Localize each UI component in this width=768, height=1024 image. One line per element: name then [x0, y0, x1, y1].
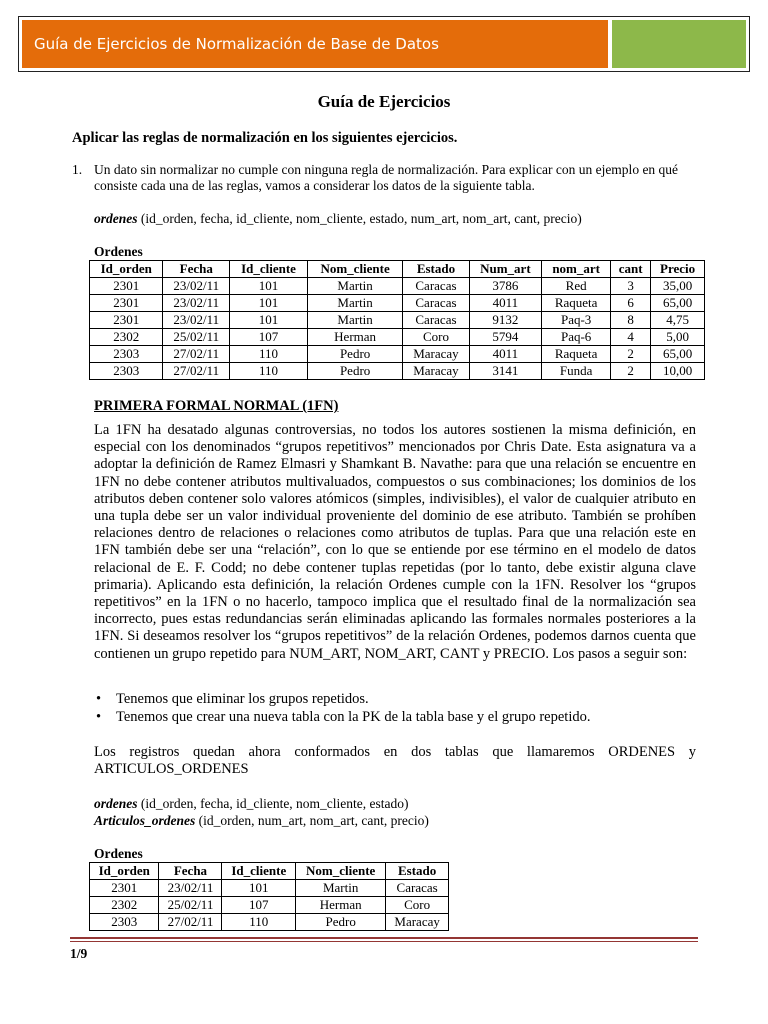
table-cell: Paq-3: [542, 312, 611, 329]
table-row: [90, 278, 705, 295]
table-cell: 5794: [469, 329, 542, 346]
footer-rule-thin: [70, 941, 698, 942]
table2-label: Ordenes: [94, 846, 143, 861]
column-header: Nom_cliente: [296, 863, 386, 880]
table-cell: Caracas: [403, 295, 469, 312]
table-cell: 6: [611, 295, 651, 312]
table-cell: Martin: [307, 295, 402, 312]
exercise-text: Un dato sin normalizar no cumple con ninguna regla de normalización. Para explicar con un ejemplo en qué consiste cada una de las reglas, vamos a considerar los datos de la siguiente tabla.: [94, 162, 679, 193]
column-header: Fecha: [159, 863, 222, 880]
page-number: 1/9: [70, 946, 88, 961]
table-row: [90, 312, 705, 329]
table-row: [90, 880, 449, 897]
table-cell: 65,00: [651, 346, 705, 363]
table-cell: 2303: [90, 914, 159, 931]
table-cell: Paq-6: [542, 329, 611, 346]
column-header: Nom_cliente: [307, 261, 402, 278]
table-cell: Herman: [296, 897, 386, 914]
table-row: [90, 897, 449, 914]
table-cell: 27/02/11: [163, 363, 230, 380]
column-header: Id_cliente: [222, 863, 296, 880]
table-cell: 101: [230, 295, 308, 312]
schema-attributes: (id_orden, fecha, id_cliente, nom_cliente, estado): [137, 796, 409, 811]
table-cell: 101: [230, 312, 308, 329]
table-row: [90, 914, 449, 931]
paragraph-1fn: La 1FN ha desatado algunas controversias, no todos los autores sostienen la misma definición, en especial con los denominados “grupos repetitivos” mencionados por Chris Date. Esta asignatura va a adoptar la definición de Ramez Elmasri y Shamkant B. Navathe: para que una relación se encuentre en 1FN no debe contener atributos multivaluados, compuestos o sus combinaciones; los dominios de los atributos deben contener solo valores atómicos (simples, indivisibles), el valor de cualquier atributo en una tupla debe ser un valor individual proveniente del dominio de ese atributo. También se prohíben relaciones dentro de relaciones o relaciones como atributos de tuplas. Para que una relación este en 1FN también debe ser una “relación”, con lo que se entiende por ese término en el modelo de datos relacional de E. F. Codd; no debe contener tuplas repetidas (por lo tanto, debe existir alguna clave primaria). Aplicando esta definición, la relación Ordenes cumple con la 1FN. Resolver los “grupos repetitivos” en la 1FN o no hacerlo, tampoco implica que el resultado final de la normalización sea incorrecto, pues estas redundancias serán eliminadas aplicando las formales normales posteriores a la 1FN. Si deseamos resolver los “grupos repetitivos” de la relación Ordenes, podemos darnos cuenta que contienen un grupo repetido para NUM_ART, NOM_ART, CANT y PRECIO. Los pasos a seguir son:: [94, 422, 696, 662]
table-cell: Pedro: [296, 914, 386, 931]
table-cell: Martin: [296, 880, 386, 897]
table-cell: Maracay: [386, 914, 449, 931]
table-cell: 2: [611, 363, 651, 380]
column-header: Fecha: [163, 261, 230, 278]
table-cell: Martin: [307, 312, 402, 329]
schema-ordenes: [94, 211, 582, 227]
table-cell: Caracas: [386, 880, 449, 897]
table-cell: 65,00: [651, 295, 705, 312]
table-cell: 25/02/11: [159, 897, 222, 914]
schema-attributes: (id_orden, fecha, id_cliente, nom_cliente, estado, num_art, nom_art, cant, precio): [137, 211, 582, 226]
table-cell: 4011: [469, 346, 542, 363]
schema-relation-name: ordenes: [94, 796, 138, 811]
exercise-item-1: [72, 162, 702, 194]
table-cell: 2301: [90, 880, 159, 897]
table-cell: 101: [230, 278, 308, 295]
table-row: [90, 346, 705, 363]
table-cell: Raqueta: [542, 346, 611, 363]
table-cell: Martin: [307, 278, 402, 295]
table-cell: 3: [611, 278, 651, 295]
table-cell: 4: [611, 329, 651, 346]
table-cell: Pedro: [307, 363, 402, 380]
table-cell: 27/02/11: [163, 346, 230, 363]
section-heading-1fn: PRIMERA FORMAL NORMAL (1FN): [94, 398, 339, 414]
table-cell: Coro: [403, 329, 469, 346]
ordenes-table-unnormalized: [89, 260, 705, 380]
table-cell: Pedro: [307, 346, 402, 363]
table-row: [90, 363, 705, 380]
schema-articulos-ordenes: [94, 813, 429, 829]
schema-relation-name: Articulos_ordenes: [94, 813, 196, 828]
table-cell: 27/02/11: [159, 914, 222, 931]
table-cell: 23/02/11: [163, 278, 230, 295]
table-cell: 110: [222, 914, 296, 931]
table-cell: 107: [230, 329, 308, 346]
header-title: Guía de Ejercicios de Normalización de Base de Datos: [22, 20, 608, 68]
table-cell: 2301: [90, 295, 163, 312]
table-cell: Red: [542, 278, 611, 295]
table-cell: 23/02/11: [163, 295, 230, 312]
table-cell: 23/02/11: [163, 312, 230, 329]
document-title: Guía de Ejercicios: [317, 92, 451, 111]
schema-ordenes-2: [94, 796, 409, 812]
table-cell: 23/02/11: [159, 880, 222, 897]
column-header: Precio: [651, 261, 705, 278]
table-cell: 35,00: [651, 278, 705, 295]
table-cell: 110: [230, 346, 308, 363]
table-cell: Caracas: [403, 278, 469, 295]
column-header: Estado: [403, 261, 469, 278]
table-row: [90, 329, 705, 346]
column-header: nom_art: [542, 261, 611, 278]
table-cell: Raqueta: [542, 295, 611, 312]
list-item: • Tenemos que eliminar los grupos repetidos.: [94, 690, 590, 708]
column-header: Estado: [386, 863, 449, 880]
list-item: • Tenemos que crear una nueva tabla con la PK de la tabla base y el grupo repetido.: [94, 708, 590, 726]
table-cell: 2302: [90, 329, 163, 346]
ordenes-table-1fn: [89, 862, 449, 931]
paragraph-result: Los registros quedan ahora conformados en dos tablas que llamaremos ORDENES y ARTICULOS_ORDENES: [94, 744, 696, 777]
column-header: Id_orden: [90, 863, 159, 880]
footer-rule: [70, 937, 698, 939]
schema-relation-name: ordenes: [94, 211, 138, 226]
table-cell: 5,00: [651, 329, 705, 346]
table-cell: 3786: [469, 278, 542, 295]
table-cell: 2: [611, 346, 651, 363]
column-header: Id_cliente: [230, 261, 308, 278]
table-cell: 2303: [90, 363, 163, 380]
page-header: [18, 16, 750, 72]
table-cell: Coro: [386, 897, 449, 914]
table-cell: 2303: [90, 346, 163, 363]
table-cell: 2301: [90, 278, 163, 295]
table-cell: Caracas: [403, 312, 469, 329]
table-cell: 107: [222, 897, 296, 914]
instructions: Aplicar las reglas de normalización en los siguientes ejercicios.: [72, 130, 458, 146]
table-cell: 110: [230, 363, 308, 380]
table-cell: 9132: [469, 312, 542, 329]
table-cell: 4011: [469, 295, 542, 312]
table-cell: 2301: [90, 312, 163, 329]
header-accent-block: [612, 20, 746, 68]
column-header: Num_art: [469, 261, 542, 278]
column-header: Id_orden: [90, 261, 163, 278]
table-cell: 4,75: [651, 312, 705, 329]
table-cell: 2302: [90, 897, 159, 914]
steps-list: [94, 690, 590, 726]
table-cell: 3141: [469, 363, 542, 380]
table-cell: 25/02/11: [163, 329, 230, 346]
table-cell: Maracay: [403, 363, 469, 380]
table-cell: 10,00: [651, 363, 705, 380]
table-cell: Herman: [307, 329, 402, 346]
exercise-number: 1.: [72, 162, 83, 177]
table-row: [90, 295, 705, 312]
schema-attributes: (id_orden, num_art, nom_art, cant, precio): [195, 813, 429, 828]
table-cell: Maracay: [403, 346, 469, 363]
table-cell: 8: [611, 312, 651, 329]
column-header: cant: [611, 261, 651, 278]
table1-label: Ordenes: [94, 244, 143, 259]
table-cell: 101: [222, 880, 296, 897]
table-cell: Funda: [542, 363, 611, 380]
